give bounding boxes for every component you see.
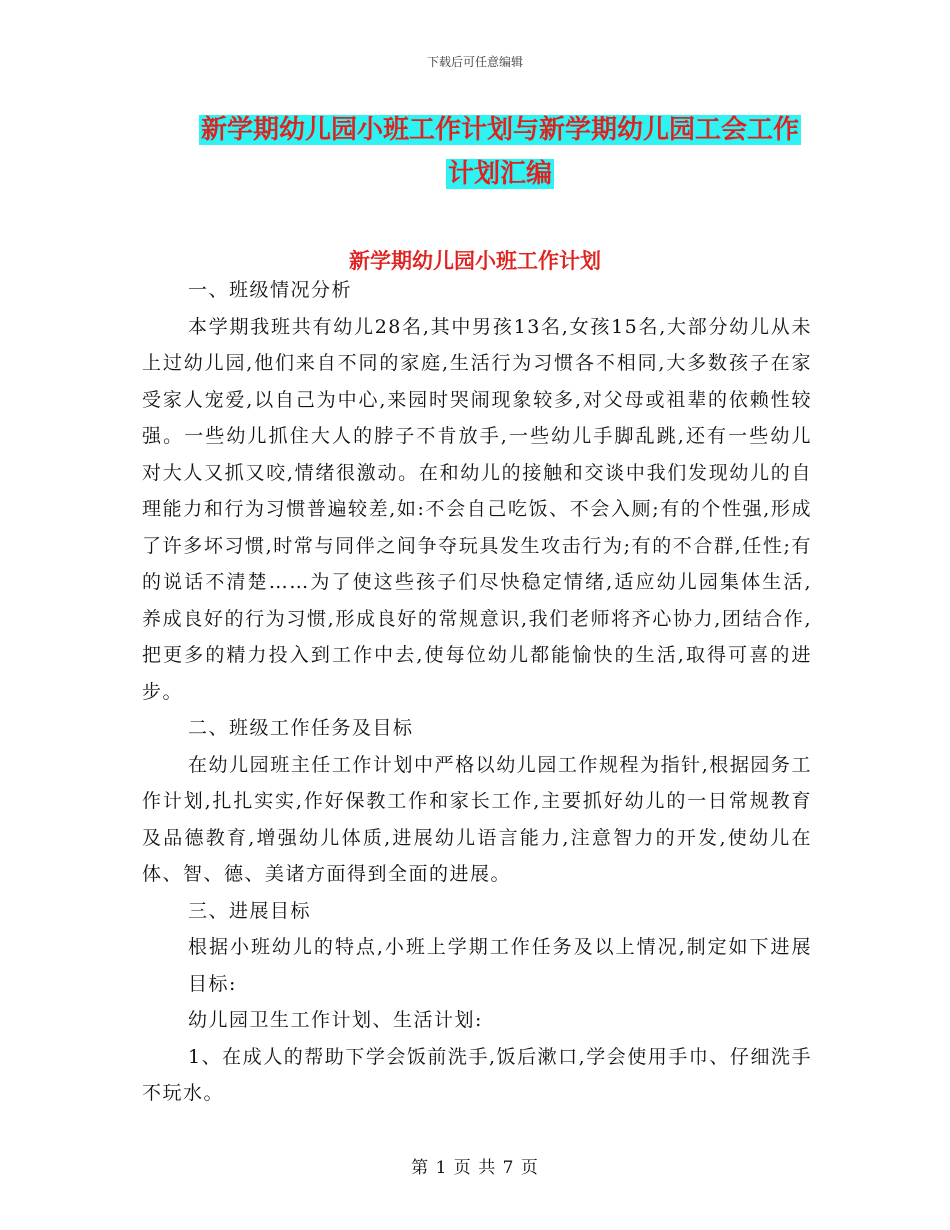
document-title-line-2 xyxy=(130,154,870,194)
heading-class-analysis: 一、班级情况分析 xyxy=(188,279,353,301)
section-title: 新学期幼儿园小班工作计划 xyxy=(349,248,601,273)
paragraph-development-goals: 根据小班幼儿的特点,小班上学期工作任务及以上情况,制定如下进展目标: xyxy=(188,936,812,995)
paragraph-class-analysis: 本学期我班共有幼儿28名,其中男孩13名,女孩15名,大部分幼儿从未上过幼儿园,他们来自不同的家庭,生活行为习惯各不相同,大多数孩子在家受家人宠爱,以自己为中心,来园时哭闹现象较多,对父母或祖辈的依赖性较强。一些幼儿抓住大人的脖子不肯放手,一些幼儿手脚乱跳,还有一些幼儿对大人又抓又咬,情绪很激动。在和幼儿的接触和交谈中我们发现幼儿的自理能力和行为习惯普遍较差,如:不会自己吃饭、不会入厕;有的个性强,形成了许多坏习惯,时常与同伴之间争夺玩具发生攻击行为;有的不合群,任性;有的说话不清楚……为了使这些孩子们尽快稳定情绪,适应幼儿园集体生活,养成良好的行为习惯,形成良好的常规意识,我们老师将齐心协力,团结合作,把更多的精力投入到工作中去,使每位幼儿都能愉快的生活,取得可喜的进步。 xyxy=(142,315,812,703)
title-highlight-2: 计划汇编 xyxy=(447,159,552,189)
list-item-1: 1、在成人的帮助下学会饭前洗手,饭后漱口,学会使用手巾、仔细洗手不玩水。 xyxy=(142,1045,812,1104)
heading-development-goals: 三、进展目标 xyxy=(188,899,312,922)
header-note: 下载后可任意编辑 xyxy=(426,55,523,69)
title-highlight-1: 新学期幼儿园小班工作计划与新学期幼儿园工会工作 xyxy=(200,115,799,145)
heading-tasks-goals: 二、班级工作任务及目标 xyxy=(188,717,414,739)
document-title-line-1 xyxy=(130,110,870,150)
paragraph-tasks-goals: 在幼儿园班主任工作计划中严格以幼儿园工作规程为指针,根据园务工作计划,扎扎实实,作好保教工作和家长工作,主要抓好幼儿的一日常规教育及品德教育,增强幼儿体质,进展幼儿语言能力,注意智力的开发,使幼儿在体、智、德、美诸方面得到全面的进展。 xyxy=(142,753,812,885)
paragraph-hygiene-plan: 幼儿园卫生工作计划、生活计划: xyxy=(188,1009,483,1031)
document-body xyxy=(142,272,812,1112)
page-footer: 第 1 页 共 7 页 xyxy=(411,1158,539,1178)
